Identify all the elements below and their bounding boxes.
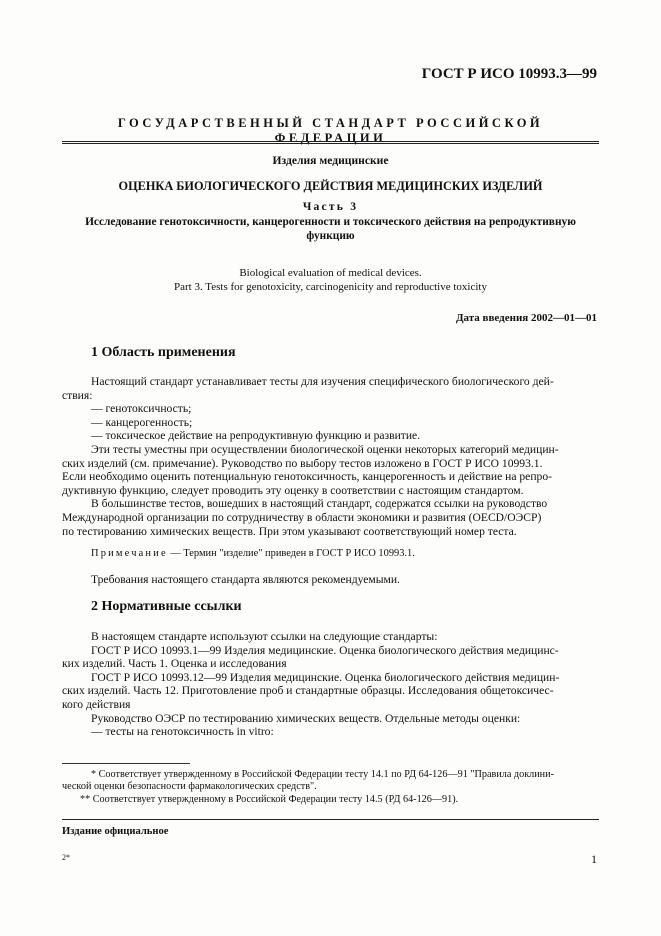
reference-line: кого действия [62, 697, 131, 711]
section-2-body [62, 630, 602, 739]
english-title-line: Part 3. Tests for genotoxicity, carcinogenicity and reproductive toxicity [174, 280, 487, 293]
header-rule-bottom [62, 143, 599, 144]
footnote-line: ческой оценки безопасности фармакологических средств". [62, 781, 317, 793]
paragraph-line: ствия: [62, 388, 93, 402]
paragraph-line: Если необходимо оценить потенциальную генотоксичность, канцерогенность и действие на репро- [62, 470, 552, 484]
subtitle-line: Исследование генотоксичности, канцерогенности и токсического действия на репродуктивную [85, 216, 576, 228]
footnote-rule [62, 763, 190, 764]
note [91, 548, 415, 559]
document-code: ГОСТ Р ИСО 10993.3—99 [421, 66, 597, 82]
list-item: — канцерогенность; [91, 415, 193, 429]
footer-rule [62, 819, 599, 820]
subject-heading: Изделия медицинские [272, 154, 389, 167]
state-standard-title: ГОСУДАРСТВЕННЫЙ СТАНДАРТ РОССИЙСКОЙ ФЕДЕРАЦИИ [117, 116, 544, 145]
recommendation-text: Требования настоящего стандарта являются рекомендуемыми. [91, 573, 400, 586]
reference-line: ких изделий. Часть 1. Оценка и исследования [62, 657, 287, 671]
paragraph-line: Международной организации по сотрудничеству в области экономики и развития (OECD/ОЭСР) [62, 510, 542, 524]
paragraph-line: Настоящий стандарт устанавливает тесты для изучения специфического биологического дей- [91, 375, 554, 388]
subtitle-line: функцию [306, 230, 355, 242]
section-2-heading: 2 Нормативные ссылки [91, 599, 242, 614]
paragraph-line: ских изделий (см. примечание). Руководство по выбору тестов изложено в ГОСТ Р ИСО 10993.1. [62, 456, 543, 470]
section-1-heading: 1 Область применения [91, 345, 236, 360]
note-text: — Термин "изделие" приведен в ГОСТ Р ИСО 10993.1. [167, 548, 415, 559]
page-number: 1 [591, 852, 597, 866]
paragraph-line: Эти тесты уместны при осуществлении биологической оценки некоторых категорий медицин- [91, 442, 559, 456]
reference-line: ГОСТ Р ИСО 10993.12—99 Изделия медицинские. Оценка биологического действия медицин- [91, 670, 560, 684]
edition-label: Издание официальное [62, 826, 169, 837]
reference-line: Руководство ОЭСР по тестированию химических веществ. Отдельные методы оценки: [91, 711, 521, 725]
footnote-line: ** Соответствует утвержденному в Российской Федерации тесту 14.5 (РД 64-126—91). [80, 793, 459, 805]
reference-line: ГОСТ Р ИСО 10993.1—99 Изделия медицинские. Оценка биологического действия медицинс- [91, 643, 559, 657]
footnotes [62, 769, 602, 806]
english-title-line: Biological evaluation of medical devices. [239, 267, 422, 279]
list-item: — тесты на генотоксичность in vitro: [91, 725, 274, 739]
footnote-line: * Соответствует утвержденному в Российской Федерации тесту 14.1 по РД 64-126—91 "Правила доклини- [91, 769, 554, 780]
reference-line: ских изделий. Часть 12. Приготовление проб и стандартные образцы. Исследования общетоксичес- [62, 684, 554, 698]
main-title: ОЦЕНКА БИОЛОГИЧЕСКОГО ДЕЙСТВИЯ МЕДИЦИНСКИХ ИЗДЕЛИЙ [118, 179, 543, 193]
header-rule-top [62, 141, 599, 142]
subtitle [62, 215, 599, 243]
english-title [62, 267, 599, 294]
list-item: — токсическое действие на репродуктивную функцию и развитие. [91, 429, 421, 443]
list-item: — генотоксичность; [91, 402, 192, 416]
paragraph-line: по тестированию химических веществ. При этом указывают соответствующий номер теста. [62, 524, 517, 538]
signature-mark: 2* [62, 853, 70, 862]
note-label: Примечание [91, 548, 168, 559]
paragraph-line: В настоящем стандарте используют ссылки на следующие стандарты: [91, 630, 438, 643]
part-label: Часть 3 [302, 200, 359, 213]
effective-date: Дата введения 2002—01—01 [455, 312, 597, 324]
paragraph-line: В большинстве тестов, вошедших в настоящий стандарт, содержатся ссылки на руководство [91, 497, 548, 511]
section-1-body [62, 375, 602, 538]
paragraph-line: дуктивную функцию, следует проводить эту оценку в соответствии с настоящим стандартом. [62, 483, 524, 497]
